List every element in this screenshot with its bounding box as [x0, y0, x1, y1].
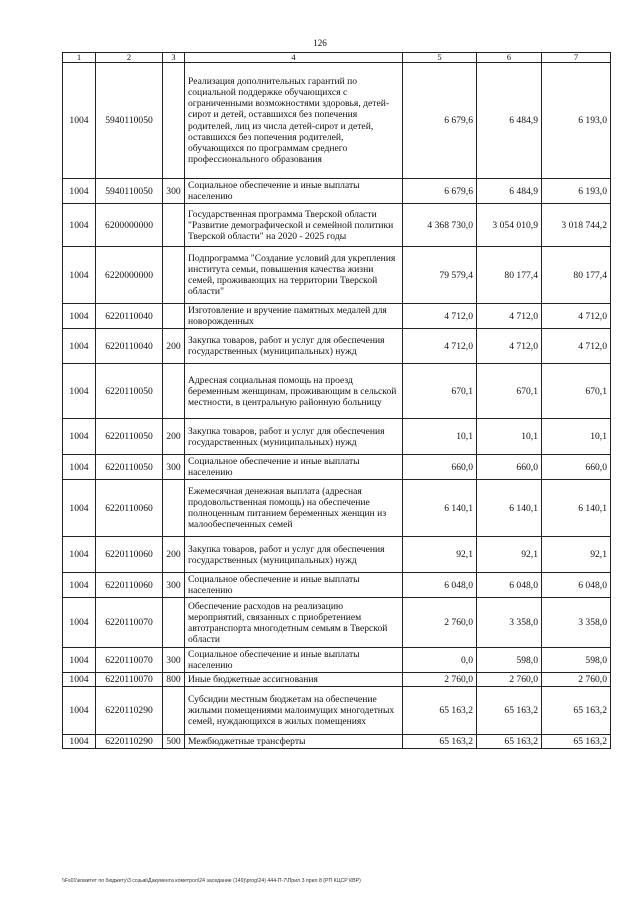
- cell-c6: 6 484,9: [477, 63, 542, 179]
- cell-c4: Государственная программа Тверской области "Развитие демографической и семейной политики Тверской области" на 2020 - 2025 годы: [185, 204, 403, 247]
- cell-c5: 670,1: [403, 364, 477, 419]
- cell-c4: Подпрограмма "Создание условий для укрепления института семьи, повышения качества жизни семей, проживающих на территории Тверской области": [185, 247, 403, 304]
- cell-c4: Межбюджетные трансферты: [185, 735, 403, 749]
- cell-c7: 65 163,2: [542, 687, 611, 735]
- cell-c7: 65 163,2: [542, 735, 611, 749]
- cell-c2: 6220110070: [96, 648, 163, 673]
- cell-c2: 6220110060: [96, 480, 163, 537]
- cell-c7: 6 048,0: [542, 573, 611, 598]
- cell-c3: 200: [163, 419, 185, 455]
- cell-c2: 6220110050: [96, 419, 163, 455]
- cell-c5: 6 679,6: [403, 63, 477, 179]
- cell-c7: 10,1: [542, 419, 611, 455]
- cell-c1: 1004: [63, 537, 96, 573]
- cell-c1: 1004: [63, 63, 96, 179]
- cell-c3: [163, 304, 185, 329]
- cell-c6: 80 177,4: [477, 247, 542, 304]
- table-header-row: [63, 53, 611, 63]
- table-row: [63, 247, 611, 304]
- cell-c1: 1004: [63, 480, 96, 537]
- cell-c4: Социальное обеспечение и иные выплаты населению: [185, 648, 403, 673]
- cell-c5: 660,0: [403, 455, 477, 480]
- cell-c3: [163, 364, 185, 419]
- cell-c6: 6 140,1: [477, 480, 542, 537]
- cell-c4: Реализация дополнительных гарантий по социальной поддержке обучающихся с ограниченными возможностями здоровья, детей-сирот и детей, оставшихся без попечения родителей, лиц из числа детей-сирот и детей, оставшихся без попечения родителей, обучающихся по программам среднего профессионального образования: [185, 63, 403, 179]
- table-row: [63, 455, 611, 480]
- cell-c1: 1004: [63, 247, 96, 304]
- cell-c3: 300: [163, 455, 185, 480]
- cell-c6: 598,0: [477, 648, 542, 673]
- cell-c2: 6200000000: [96, 204, 163, 247]
- cell-c5: 2 760,0: [403, 673, 477, 687]
- header-cell: 4: [185, 53, 403, 63]
- header-cell: 2: [96, 53, 163, 63]
- cell-c1: 1004: [63, 573, 96, 598]
- table-row: [63, 537, 611, 573]
- cell-c7: 2 760,0: [542, 673, 611, 687]
- table-row: [63, 648, 611, 673]
- cell-c4: Субсидии местным бюджетам на обеспечение жилыми помещениями малоимущих многодетных семей, нуждающихся в жилых помещениях: [185, 687, 403, 735]
- cell-c4: Закупка товаров, работ и услуг для обеспечения государственных (муниципальных) нужд: [185, 419, 403, 455]
- cell-c1: 1004: [63, 419, 96, 455]
- cell-c5: 6 679,6: [403, 179, 477, 204]
- cell-c1: 1004: [63, 598, 96, 648]
- cell-c5: 6 048,0: [403, 573, 477, 598]
- table-row: [63, 204, 611, 247]
- cell-c2: 6220110050: [96, 364, 163, 419]
- table-body: [63, 53, 611, 749]
- cell-c7: 3 018 744,2: [542, 204, 611, 247]
- table-row: [63, 179, 611, 204]
- cell-c5: 6 140,1: [403, 480, 477, 537]
- cell-c3: 200: [163, 329, 185, 364]
- cell-c5: 79 579,4: [403, 247, 477, 304]
- cell-c6: 670,1: [477, 364, 542, 419]
- cell-c6: 65 163,2: [477, 687, 542, 735]
- cell-c4: Адресная социальная помощь на проезд беременным женщинам, проживающим в сельской местности, в центральную районную больницу: [185, 364, 403, 419]
- table-row: [63, 573, 611, 598]
- cell-c3: 300: [163, 648, 185, 673]
- cell-c7: 6 140,1: [542, 480, 611, 537]
- cell-c5: 0,0: [403, 648, 477, 673]
- cell-c3: 200: [163, 537, 185, 573]
- cell-c5: 10,1: [403, 419, 477, 455]
- table-row: [63, 687, 611, 735]
- cell-c7: 660,0: [542, 455, 611, 480]
- cell-c5: 65 163,2: [403, 735, 477, 749]
- cell-c2: 5940110050: [96, 63, 163, 179]
- cell-c5: 4 712,0: [403, 329, 477, 364]
- cell-c2: 6220000000: [96, 247, 163, 304]
- cell-c7: 80 177,4: [542, 247, 611, 304]
- cell-c6: 660,0: [477, 455, 542, 480]
- cell-c4: Иные бюджетные ассигнования: [185, 673, 403, 687]
- cell-c1: 1004: [63, 673, 96, 687]
- cell-c5: 4 712,0: [403, 304, 477, 329]
- file-path-footer: \\Fs01\комитет по бюджету\3 созыв\Дакумента кометрол\24 заседание (149)\prog\24) 444-П-7\Прил 3 прил 8 (РП КЦСР КВР): [62, 878, 361, 884]
- cell-c3: [163, 598, 185, 648]
- cell-c6: 10,1: [477, 419, 542, 455]
- cell-c5: 2 760,0: [403, 598, 477, 648]
- header-cell: 3: [163, 53, 185, 63]
- cell-c1: 1004: [63, 687, 96, 735]
- cell-c6: 4 712,0: [477, 304, 542, 329]
- cell-c2: 6220110290: [96, 735, 163, 749]
- cell-c7: 670,1: [542, 364, 611, 419]
- cell-c4: Закупка товаров, работ и услуг для обеспечения государственных (муниципальных) нужд: [185, 329, 403, 364]
- cell-c4: Ежемесячная денежная выплата (адресная продовольственная помощь) на обеспечение полноценным питанием беременных женщин из малообеспеченных семей: [185, 480, 403, 537]
- cell-c3: 500: [163, 735, 185, 749]
- cell-c1: 1004: [63, 204, 96, 247]
- cell-c2: 6220110060: [96, 537, 163, 573]
- cell-c6: 2 760,0: [477, 673, 542, 687]
- cell-c2: 6220110070: [96, 598, 163, 648]
- cell-c3: [163, 247, 185, 304]
- cell-c2: 6220110040: [96, 304, 163, 329]
- cell-c6: 92,1: [477, 537, 542, 573]
- page-number: 126: [313, 38, 327, 48]
- cell-c4: Обеспечение расходов на реализацию мероприятий, связанных с приобретением автотранспорта многодетным семьям в Тверской области: [185, 598, 403, 648]
- cell-c4: Социальное обеспечение и иные выплаты населению: [185, 455, 403, 480]
- cell-c6: 4 712,0: [477, 329, 542, 364]
- cell-c3: [163, 204, 185, 247]
- cell-c7: 3 358,0: [542, 598, 611, 648]
- cell-c2: 5940110050: [96, 179, 163, 204]
- cell-c7: 4 712,0: [542, 329, 611, 364]
- header-cell: 7: [542, 53, 611, 63]
- cell-c3: 300: [163, 179, 185, 204]
- cell-c7: 4 712,0: [542, 304, 611, 329]
- cell-c4: Социальное обеспечение и иные выплаты населению: [185, 573, 403, 598]
- cell-c7: 92,1: [542, 537, 611, 573]
- table-row: [63, 735, 611, 749]
- cell-c6: 6 484,9: [477, 179, 542, 204]
- cell-c7: 6 193,0: [542, 63, 611, 179]
- cell-c1: 1004: [63, 329, 96, 364]
- cell-c3: 800: [163, 673, 185, 687]
- cell-c4: Изготовление и вручение памятных медалей для новорожденных: [185, 304, 403, 329]
- cell-c2: 6220110290: [96, 687, 163, 735]
- cell-c5: 65 163,2: [403, 687, 477, 735]
- cell-c6: 65 163,2: [477, 735, 542, 749]
- header-cell: 1: [63, 53, 96, 63]
- table-row: [63, 63, 611, 179]
- cell-c1: 1004: [63, 179, 96, 204]
- cell-c2: 6220110070: [96, 673, 163, 687]
- budget-table: [62, 52, 611, 749]
- table-row: [63, 329, 611, 364]
- table-row: [63, 419, 611, 455]
- cell-c1: 1004: [63, 364, 96, 419]
- cell-c4: Закупка товаров, работ и услуг для обеспечения государственных (муниципальных) нужд: [185, 537, 403, 573]
- table-row: [63, 304, 611, 329]
- cell-c3: 300: [163, 573, 185, 598]
- table-row: [63, 480, 611, 537]
- cell-c3: [163, 63, 185, 179]
- cell-c5: 4 368 730,0: [403, 204, 477, 247]
- cell-c2: 6220110040: [96, 329, 163, 364]
- cell-c1: 1004: [63, 455, 96, 480]
- cell-c6: 3 054 010,9: [477, 204, 542, 247]
- table-row: [63, 673, 611, 687]
- table-row: [63, 598, 611, 648]
- table-row: [63, 364, 611, 419]
- cell-c6: 3 358,0: [477, 598, 542, 648]
- cell-c3: [163, 480, 185, 537]
- cell-c4: Социальное обеспечение и иные выплаты населению: [185, 179, 403, 204]
- header-cell: 5: [403, 53, 477, 63]
- cell-c1: 1004: [63, 735, 96, 749]
- cell-c7: 6 193,0: [542, 179, 611, 204]
- cell-c5: 92,1: [403, 537, 477, 573]
- cell-c2: 6220110050: [96, 455, 163, 480]
- cell-c3: [163, 687, 185, 735]
- cell-c1: 1004: [63, 648, 96, 673]
- cell-c1: 1004: [63, 304, 96, 329]
- header-cell: 6: [477, 53, 542, 63]
- cell-c7: 598,0: [542, 648, 611, 673]
- cell-c6: 6 048,0: [477, 573, 542, 598]
- cell-c2: 6220110060: [96, 573, 163, 598]
